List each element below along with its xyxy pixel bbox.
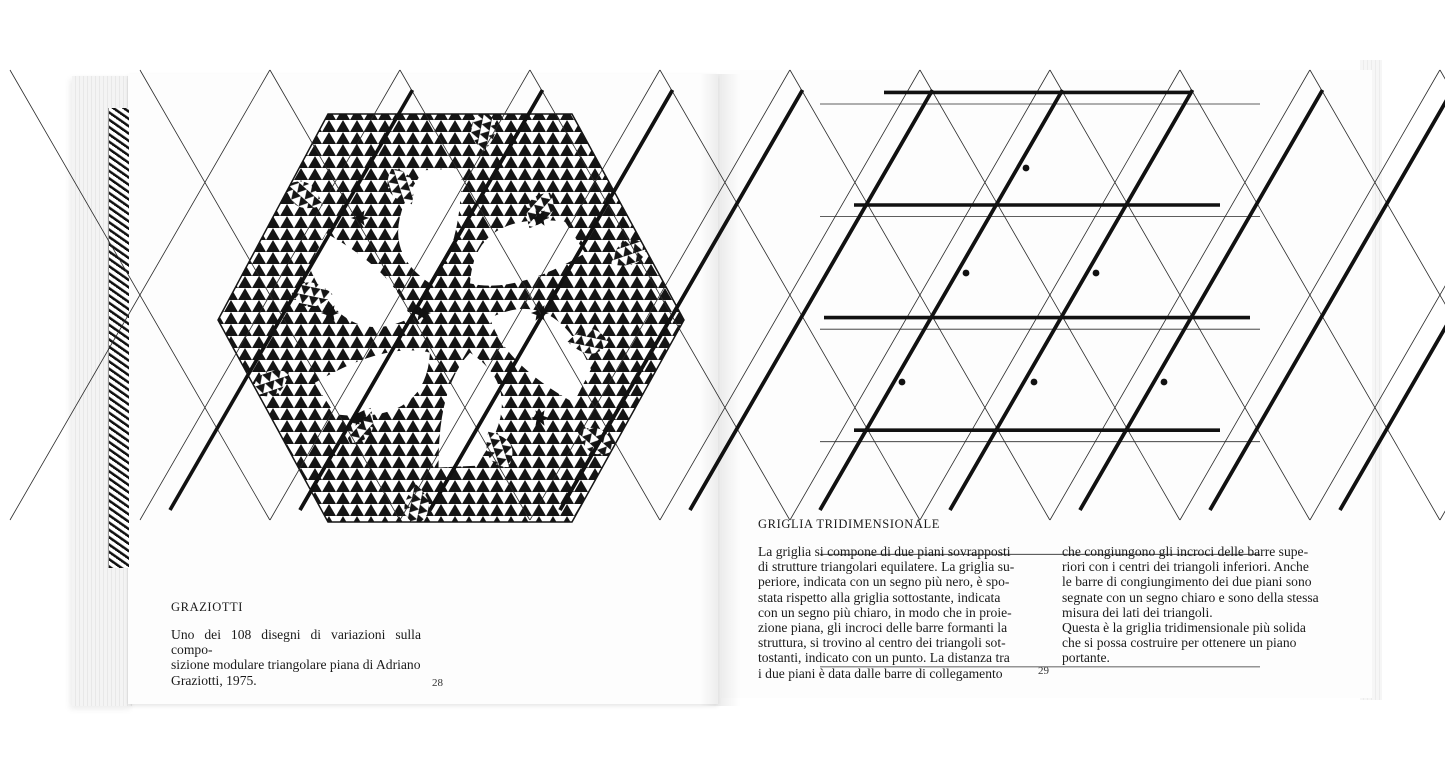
text-line: misura dei lati dei triangoli. — [1062, 604, 1213, 620]
text-line: Questa è la griglia tridimensionale più solida — [1062, 620, 1306, 636]
text-line: periore, indicata con un segno più nero, è spo- — [758, 574, 1010, 590]
text-line: struttura, si trovino al centro dei triangoli sot- — [758, 635, 1006, 651]
three-dimensional-grid-diagram — [810, 70, 1270, 520]
text-line: di strutture triangolari equilatere. La griglia su- — [758, 559, 1015, 575]
text-line: le barre di congiungimento dei due piani sono — [1062, 574, 1312, 590]
right-caption-column-2 — [1062, 544, 1342, 666]
text-line: segnate con un segno chiaro e sono della stessa — [1062, 589, 1319, 605]
inserted-page-strip — [108, 108, 129, 568]
intersection-dot — [1093, 270, 1100, 277]
left-page-number: 28 — [432, 677, 443, 689]
intersection-dot — [1161, 379, 1168, 386]
book-gutter — [700, 74, 740, 706]
text-line: sizione modulare triangolare piana di Adriano — [171, 657, 421, 673]
thin-grid-line — [1440, 70, 1445, 520]
right-page-number: 29 — [1038, 665, 1049, 677]
intersection-dot — [1031, 379, 1038, 386]
text-line: Graziotti, 1975. — [171, 672, 257, 688]
right-caption-heading: GRIGLIA TRIDIMENSIONALE — [758, 517, 940, 531]
text-line: Uno dei 108 disegni di variazioni sulla compo- — [171, 627, 421, 658]
text-line: con un segno più chiaro, in modo che in proie- — [758, 604, 1012, 620]
thick-grid-bar — [950, 90, 1193, 510]
text-line: che si possa costruire per ottenere un piano — [1062, 635, 1297, 651]
thick-grid-bar — [820, 90, 1063, 510]
text-line: stata rispetto alla griglia sottostante, indicata — [758, 589, 1001, 605]
text-line: tostanti, indicato con un punto. La distanza tra — [758, 650, 1010, 666]
thin-grid-line — [1440, 70, 1445, 520]
text-line: portante. — [1062, 650, 1110, 666]
text-line: che congiungono gli incroci delle barre supe- — [1062, 544, 1309, 559]
text-line: i due piani è data dalle barre di collegamento — [758, 665, 1003, 681]
right-caption-column-1 — [758, 544, 1030, 681]
text-line: zione piana, gli incroci delle barre formanti la — [758, 620, 1008, 636]
text-line: riori con i centri dei triangoli inferiori. Anche — [1062, 559, 1309, 575]
left-caption-heading: GRAZIOTTI — [171, 600, 244, 614]
intersection-dot — [1023, 165, 1030, 172]
intersection-dot — [963, 270, 970, 277]
intersection-dot — [899, 379, 906, 386]
left-caption-text — [171, 627, 421, 688]
text-line: La griglia si compone di due piani sovrapposti — [758, 544, 1011, 559]
